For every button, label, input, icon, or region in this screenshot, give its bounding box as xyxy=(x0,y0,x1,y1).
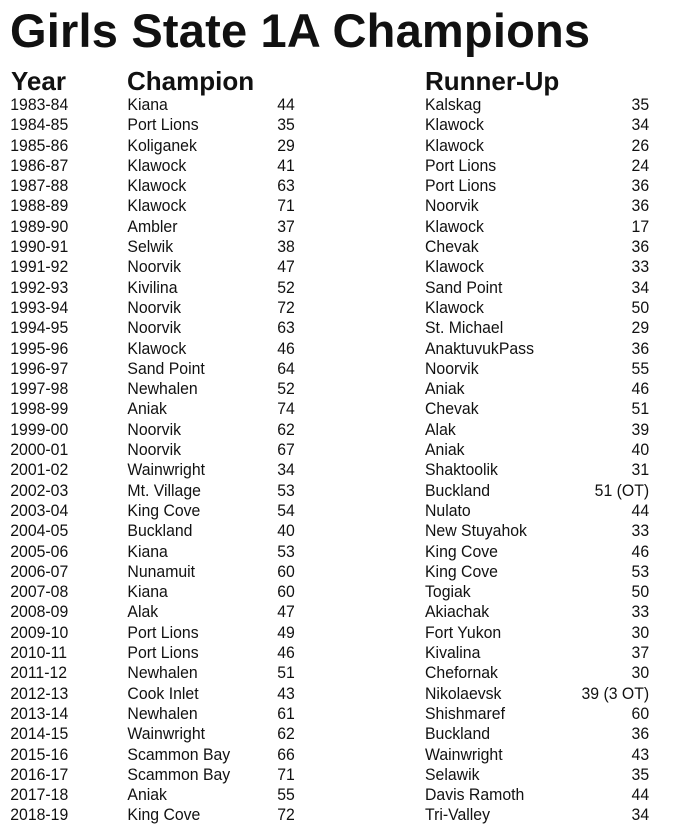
table-row xyxy=(0,724,650,744)
champion-cell: Kiana xyxy=(127,541,168,561)
year-cell: 1992-93 xyxy=(10,277,69,297)
table-row xyxy=(0,216,650,237)
year-cell: 2018-19 xyxy=(10,805,69,825)
runner-up-score-cell: 36 xyxy=(631,237,650,257)
runner-up-cell: Aniak xyxy=(425,440,465,460)
table-row xyxy=(0,155,650,176)
year-cell: 1985-86 xyxy=(10,135,69,155)
year-cell: 2007-08 xyxy=(10,582,69,602)
runner-up-cell: Noorvik xyxy=(425,358,479,378)
runner-up-score-cell: 50 xyxy=(631,297,650,317)
table-row xyxy=(0,297,650,318)
champion-score-cell: 47 xyxy=(277,257,295,277)
champion-cell: Kiana xyxy=(127,582,168,602)
champion-score-cell: 40 xyxy=(277,521,295,541)
year-cell: 2002-03 xyxy=(10,480,69,500)
champion-score-cell: 61 xyxy=(277,703,295,723)
runner-up-score-cell: 35 xyxy=(631,764,650,784)
champion-cell: Kiana xyxy=(127,95,168,114)
champion-score-cell: 49 xyxy=(277,622,295,642)
table-row xyxy=(0,744,650,765)
runner-up-cell: Kivalina xyxy=(425,643,481,663)
runner-up-score-cell: 30 xyxy=(631,622,650,642)
runner-up-cell: Shishmaref xyxy=(425,703,505,723)
champion-score-cell: 41 xyxy=(277,155,295,175)
runner-up-score-cell: 26 xyxy=(631,135,650,155)
year-cell: 2017-18 xyxy=(10,785,69,805)
runner-up-cell: Port Lions xyxy=(425,176,497,196)
runner-up-cell: St. Michael xyxy=(425,318,504,338)
year-cell: 2004-05 xyxy=(10,521,69,541)
year-cell: 2014-15 xyxy=(10,724,69,744)
table-row xyxy=(0,338,650,359)
champion-cell: Port Lions xyxy=(127,643,199,663)
champion-score-cell: 44 xyxy=(277,95,295,114)
table-row xyxy=(0,602,650,622)
table-row xyxy=(0,521,650,541)
champion-cell: Aniak xyxy=(127,785,167,805)
runner-up-score-cell: 44 xyxy=(631,500,650,520)
table-row xyxy=(0,785,650,805)
table-row xyxy=(0,541,650,562)
runner-up-score-cell: 36 xyxy=(631,196,650,216)
champion-cell: Ambler xyxy=(127,216,178,236)
champion-score-cell: 51 xyxy=(277,663,295,683)
champion-cell: Selwik xyxy=(127,237,174,257)
year-cell: 1983-84 xyxy=(10,95,69,114)
runner-up-score-cell: 39 xyxy=(631,419,650,439)
table-row xyxy=(0,318,650,338)
year-cell: 2005-06 xyxy=(10,541,69,561)
runner-up-cell: Akiachak xyxy=(425,602,490,622)
champion-cell: Klawock xyxy=(127,196,187,216)
champion-cell: Noorvik xyxy=(127,419,182,439)
table-row xyxy=(0,460,650,480)
year-cell: 1991-92 xyxy=(10,257,69,277)
champion-cell: Noorvik xyxy=(127,440,182,460)
runner-up-score-cell: 37 xyxy=(631,643,650,663)
runner-up-score-cell: 33 xyxy=(631,257,650,277)
champion-cell: Kivilina xyxy=(127,277,178,297)
year-cell: 2010-11 xyxy=(10,643,68,663)
runner-up-cell: Fort Yukon xyxy=(425,622,502,642)
champion-score-cell: 34 xyxy=(277,460,295,480)
champion-cell: Alak xyxy=(127,602,159,622)
runner-up-score-cell: 30 xyxy=(631,663,650,683)
table-row xyxy=(0,95,650,115)
runner-up-score-cell: 50 xyxy=(631,582,650,602)
table-row xyxy=(0,663,650,683)
table-row xyxy=(0,500,650,521)
runner-up-score-cell: 36 xyxy=(631,176,650,196)
year-cell: 2001-02 xyxy=(10,460,69,480)
champion-score-cell: 38 xyxy=(277,237,295,257)
champion-score-cell: 46 xyxy=(277,338,295,358)
column-header-champion: Champion xyxy=(127,66,255,96)
runner-up-cell: Shaktoolik xyxy=(425,460,498,480)
runner-up-cell: King Cove xyxy=(425,541,498,561)
runner-up-cell: AnaktuvukPass xyxy=(425,338,534,358)
champion-score-cell: 67 xyxy=(277,440,295,460)
runner-up-score-cell: 40 xyxy=(631,440,650,460)
runner-up-score-cell: 33 xyxy=(631,521,650,541)
runner-up-cell: New Stuyahok xyxy=(425,521,527,541)
column-header-runner-up: Runner-Up xyxy=(425,66,560,96)
runner-up-score-cell: 36 xyxy=(631,338,650,358)
runner-up-cell: Togiak xyxy=(425,582,471,602)
champion-score-cell: 63 xyxy=(277,318,295,338)
table-row xyxy=(0,764,650,785)
table-row xyxy=(0,176,650,196)
runner-up-score-cell: 34 xyxy=(631,805,650,825)
champion-score-cell: 63 xyxy=(277,176,295,196)
year-cell: 1986-87 xyxy=(10,155,69,175)
champion-cell: Noorvik xyxy=(127,257,182,277)
champion-cell: Port Lions xyxy=(127,622,199,642)
table-row xyxy=(0,277,650,298)
table-row xyxy=(0,257,650,277)
runner-up-cell: Chevak xyxy=(425,237,479,257)
year-cell: 2013-14 xyxy=(10,703,69,723)
champion-score-cell: 37 xyxy=(277,216,295,236)
champion-score-cell: 52 xyxy=(277,277,295,297)
table-row xyxy=(0,480,650,501)
champion-cell: Klawock xyxy=(127,338,187,358)
runner-up-score-cell: 60 xyxy=(631,703,650,723)
runner-up-score-cell: 43 xyxy=(631,744,650,764)
champion-cell: Cook Inlet xyxy=(127,683,199,703)
runner-up-score-cell: 33 xyxy=(631,602,650,622)
runner-up-cell: Selawik xyxy=(425,764,480,784)
champion-cell: Noorvik xyxy=(127,297,182,317)
table-row xyxy=(0,622,650,643)
runner-up-score-cell: 53 xyxy=(631,561,650,581)
table-row xyxy=(0,440,650,460)
runner-up-cell: Davis Ramoth xyxy=(425,785,525,805)
runner-up-cell: Alak xyxy=(425,419,456,439)
year-cell: 1994-95 xyxy=(10,318,69,338)
year-cell: 1989-90 xyxy=(10,216,69,236)
champion-cell: Klawock xyxy=(127,176,187,196)
table-row xyxy=(0,643,650,663)
champion-cell: Wainwright xyxy=(127,460,206,480)
runner-up-score-cell: 35 xyxy=(631,95,650,114)
year-cell: 2012-13 xyxy=(10,683,69,703)
runner-up-cell: Aniak xyxy=(425,379,465,399)
page-title: Girls State 1A Champions xyxy=(10,4,591,57)
champion-score-cell: 55 xyxy=(277,785,295,805)
year-cell: 2009-10 xyxy=(10,622,69,642)
runner-up-cell: Klawock xyxy=(425,216,484,236)
table-row xyxy=(0,379,650,399)
table-row xyxy=(0,703,650,724)
runner-up-score-cell: 29 xyxy=(631,318,650,338)
year-cell: 1999-00 xyxy=(10,419,69,439)
runner-up-cell: Noorvik xyxy=(425,196,479,216)
champion-score-cell: 47 xyxy=(277,602,295,622)
runner-up-score-cell: 44 xyxy=(631,785,650,805)
table-row xyxy=(0,135,650,156)
champion-cell: Port Lions xyxy=(127,115,199,135)
table-row xyxy=(0,805,650,825)
runner-up-cell: Chefornak xyxy=(425,663,498,683)
runner-up-score-cell: 36 xyxy=(631,724,650,744)
runner-up-cell: Buckland xyxy=(425,480,491,500)
year-cell: 2000-01 xyxy=(10,440,69,460)
champion-score-cell: 62 xyxy=(277,419,295,439)
champion-cell: Aniak xyxy=(127,399,167,419)
runner-up-cell: Port Lions xyxy=(425,155,497,175)
column-header-year: Year xyxy=(11,66,66,96)
year-cell: 1998-99 xyxy=(10,399,69,419)
year-cell: 1984-85 xyxy=(10,115,69,135)
champion-cell: Newhalen xyxy=(127,703,198,723)
table-row xyxy=(0,561,650,582)
year-cell: 2011-12 xyxy=(10,663,68,683)
runner-up-cell: Nikolaevsk xyxy=(425,683,502,703)
champion-score-cell: 64 xyxy=(277,358,295,378)
runner-up-score-cell: 17 xyxy=(631,216,650,236)
champion-cell: Newhalen xyxy=(127,663,198,683)
champion-cell: Newhalen xyxy=(127,379,198,399)
champion-cell: Noorvik xyxy=(127,318,182,338)
runner-up-cell: Wainwright xyxy=(425,744,503,764)
runner-up-score-cell: 34 xyxy=(631,115,650,135)
runner-up-score-cell: 34 xyxy=(631,277,650,297)
champion-cell: King Cove xyxy=(127,805,201,825)
year-cell: 1997-98 xyxy=(10,379,69,399)
table-row xyxy=(0,358,650,379)
runner-up-score-cell: 46 xyxy=(631,379,650,399)
runner-up-cell: Tri-Valley xyxy=(425,805,491,825)
year-cell: 1987-88 xyxy=(10,176,69,196)
champion-score-cell: 66 xyxy=(277,744,295,764)
runner-up-cell: Sand Point xyxy=(425,277,503,297)
champion-cell: Scammon Bay xyxy=(127,764,231,784)
champion-score-cell: 62 xyxy=(277,724,295,744)
runner-up-cell: Nulato xyxy=(425,500,471,520)
runner-up-score-cell: 55 xyxy=(631,358,650,378)
year-cell: 1995-96 xyxy=(10,338,69,358)
champion-cell: Wainwright xyxy=(127,724,206,744)
runner-up-cell: Klawock xyxy=(425,115,484,135)
table-row xyxy=(0,683,650,704)
runner-up-score-cell: 46 xyxy=(631,541,650,561)
table-row xyxy=(0,399,650,419)
table-row xyxy=(0,237,650,257)
champion-score-cell: 74 xyxy=(277,399,295,419)
champion-score-cell: 35 xyxy=(277,115,295,135)
runner-up-score-cell: 51 (OT) xyxy=(594,480,650,500)
champion-cell: Buckland xyxy=(127,521,193,541)
champion-score-cell: 52 xyxy=(277,379,295,399)
year-cell: 1993-94 xyxy=(10,297,69,317)
champion-score-cell: 53 xyxy=(277,480,295,500)
runner-up-cell: Klawock xyxy=(425,135,484,155)
year-cell: 2015-16 xyxy=(10,744,69,764)
champion-score-cell: 53 xyxy=(277,541,295,561)
year-cell: 1988-89 xyxy=(10,196,69,216)
champion-score-cell: 46 xyxy=(277,643,295,663)
year-cell: 2003-04 xyxy=(10,500,69,520)
year-cell: 1990-91 xyxy=(10,237,69,257)
runner-up-score-cell: 51 xyxy=(631,399,650,419)
runner-up-cell: Klawock xyxy=(425,297,484,317)
runner-up-score-cell: 31 xyxy=(631,460,650,480)
runner-up-cell: King Cove xyxy=(425,561,498,581)
champion-cell: Mt. Village xyxy=(127,480,201,500)
champion-score-cell: 72 xyxy=(277,297,295,317)
runner-up-cell: Klawock xyxy=(425,257,484,277)
champion-cell: Nunamuit xyxy=(127,561,196,581)
table-row xyxy=(0,115,650,135)
champion-score-cell: 29 xyxy=(277,135,295,155)
champion-score-cell: 71 xyxy=(277,764,295,784)
champion-score-cell: 60 xyxy=(277,561,295,581)
champion-cell: King Cove xyxy=(127,500,201,520)
runner-up-cell: Buckland xyxy=(425,724,491,744)
champion-cell: Klawock xyxy=(127,155,187,175)
year-cell: 2008-09 xyxy=(10,602,69,622)
table-row xyxy=(0,196,650,216)
runner-up-score-cell: 39 (3 OT) xyxy=(581,683,650,703)
champion-cell: Koliganek xyxy=(127,135,197,155)
year-cell: 1996-97 xyxy=(10,358,69,378)
champion-cell: Sand Point xyxy=(127,358,205,378)
runner-up-score-cell: 24 xyxy=(631,155,650,175)
champion-score-cell: 43 xyxy=(277,683,295,703)
table-row xyxy=(0,419,650,440)
runner-up-cell: Kalskag xyxy=(425,95,482,114)
runner-up-cell: Chevak xyxy=(425,399,479,419)
champion-score-cell: 60 xyxy=(277,582,295,602)
champion-score-cell: 71 xyxy=(277,196,295,216)
year-cell: 2016-17 xyxy=(10,764,69,784)
champion-cell: Scammon Bay xyxy=(127,744,231,764)
year-cell: 2006-07 xyxy=(10,561,69,581)
table-row xyxy=(0,582,650,602)
champions-table xyxy=(0,95,673,826)
champion-score-cell: 54 xyxy=(277,500,295,520)
champion-score-cell: 72 xyxy=(277,805,295,825)
